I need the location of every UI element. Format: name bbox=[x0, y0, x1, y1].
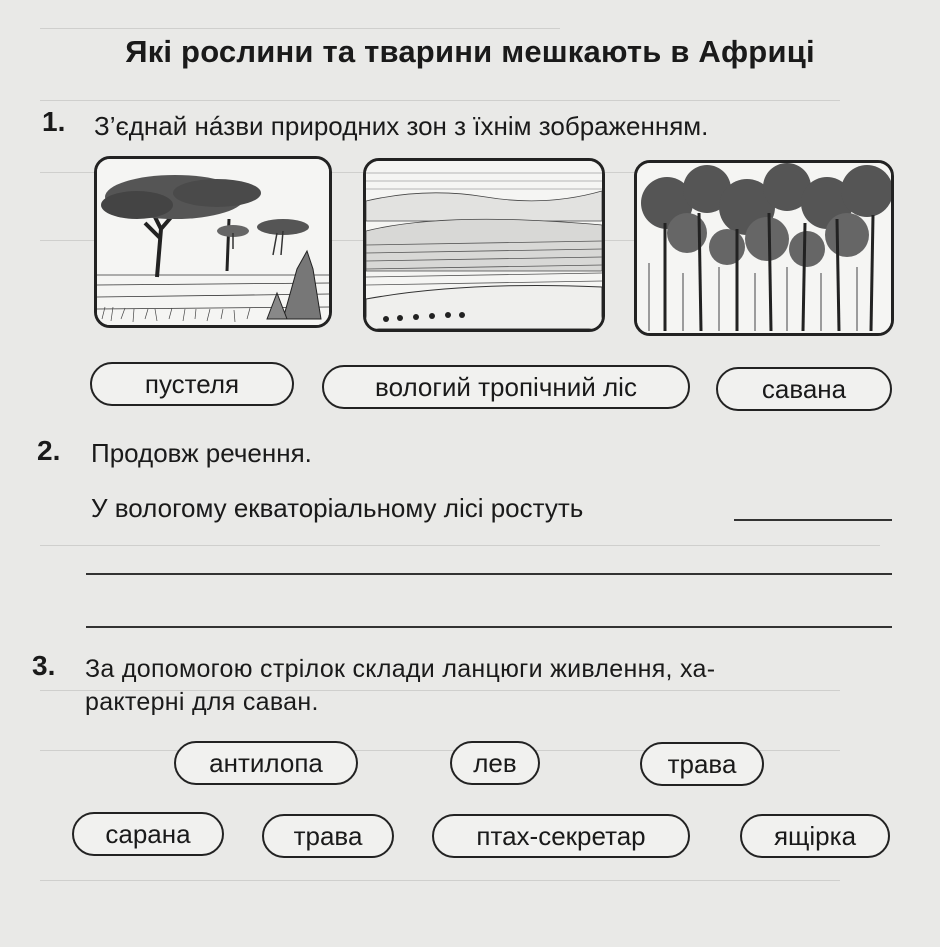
food-chain-lizard[interactable]: ящірка bbox=[740, 814, 890, 858]
savanna-illustration bbox=[97, 159, 329, 325]
bleed-line bbox=[40, 28, 560, 29]
label-rainforest[interactable]: вологий тропічний ліс bbox=[322, 365, 690, 409]
task-3-text-line2: рактерні для саван. bbox=[85, 688, 319, 716]
desert-picture[interactable] bbox=[363, 158, 605, 332]
food-chain-grass-1[interactable]: трава bbox=[640, 742, 764, 786]
label-desert[interactable]: пустеля bbox=[90, 362, 294, 406]
rainforest-picture[interactable] bbox=[634, 160, 894, 336]
food-chain-grass-2[interactable]: трава bbox=[262, 814, 394, 858]
answer-line-1[interactable] bbox=[734, 519, 892, 521]
task-3-number: 3. bbox=[32, 650, 56, 681]
task-1-text: З’єднай нáзви природних зон з їхнім зображенням. bbox=[94, 111, 709, 141]
rainforest-illustration bbox=[637, 163, 891, 333]
bleed-line bbox=[40, 880, 840, 881]
savanna-picture[interactable] bbox=[94, 156, 332, 328]
food-chain-locust[interactable]: сарана bbox=[72, 812, 224, 856]
food-chain-secretary-bird[interactable]: птах-секретар bbox=[432, 814, 690, 858]
task-1-number: 1. bbox=[42, 106, 66, 137]
desert-illustration bbox=[366, 161, 602, 329]
task-3-text-line1: За допомогою стрілок склади ланцюги живлення, ха- bbox=[85, 655, 716, 683]
food-chain-lion[interactable]: лев bbox=[450, 741, 540, 785]
bleed-line bbox=[40, 100, 840, 101]
task-2-sentence: У вологому екваторіальному лісі ростуть bbox=[91, 493, 584, 523]
food-chain-antelope[interactable]: антилопа bbox=[174, 741, 358, 785]
task-2-text: Продовж речення. bbox=[91, 438, 312, 468]
page-title: Які рослини та тварини мешкають в Африці bbox=[125, 34, 815, 69]
bleed-line bbox=[40, 545, 880, 546]
label-savanna[interactable]: савана bbox=[716, 367, 892, 411]
answer-line-3[interactable] bbox=[86, 626, 892, 628]
answer-line-2[interactable] bbox=[86, 573, 892, 575]
task-2-number: 2. bbox=[37, 435, 61, 466]
